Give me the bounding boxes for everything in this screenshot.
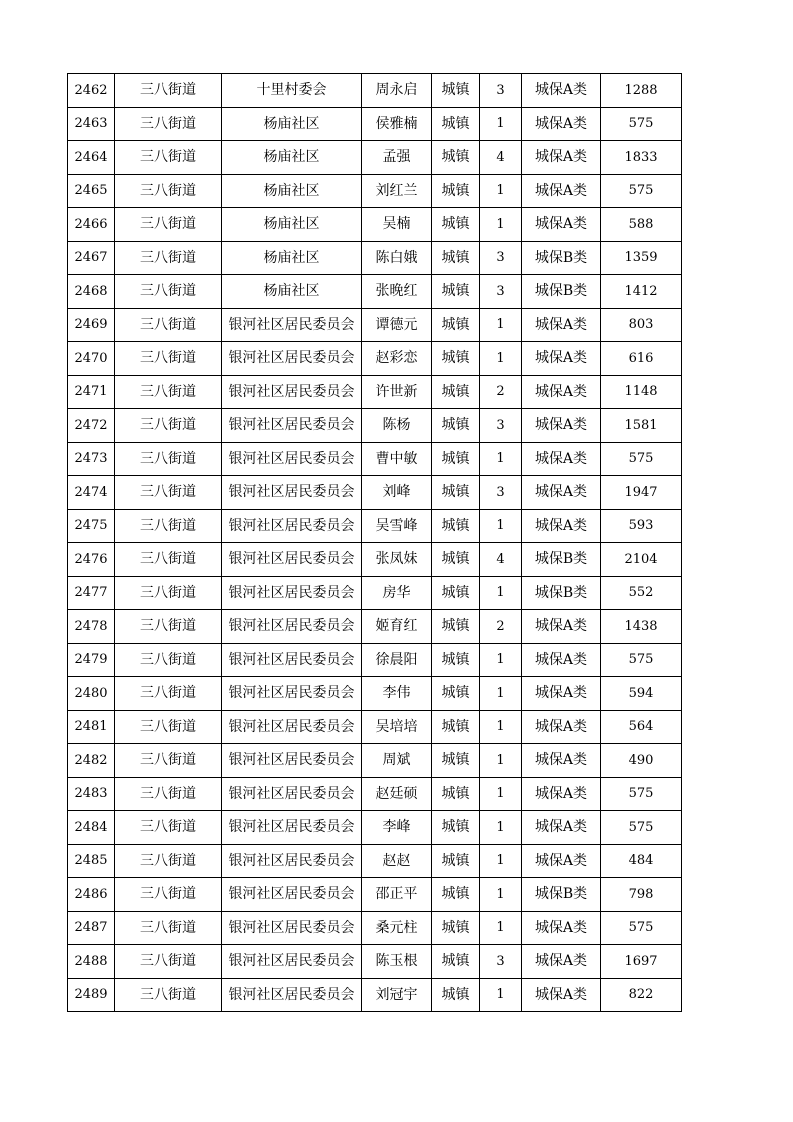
- amount-cell: 1581: [601, 409, 682, 443]
- row-number-cell: 2467: [68, 241, 115, 275]
- row-number-cell: 2484: [68, 811, 115, 845]
- category-cell: 城保A类: [522, 710, 601, 744]
- name-cell: 陈玉根: [362, 945, 432, 979]
- household-size-cell: 1: [480, 342, 522, 376]
- row-number-cell: 2482: [68, 744, 115, 778]
- name-cell: 吴培培: [362, 710, 432, 744]
- table-row: [68, 844, 682, 878]
- category-cell: 城保A类: [522, 208, 601, 242]
- household-size-cell: 1: [480, 844, 522, 878]
- street-cell: 三八街道: [115, 610, 222, 644]
- amount-cell: 575: [601, 777, 682, 811]
- household-size-cell: 1: [480, 811, 522, 845]
- row-number-cell: 2464: [68, 141, 115, 175]
- street-cell: 三八街道: [115, 409, 222, 443]
- street-cell: 三八街道: [115, 442, 222, 476]
- name-cell: 赵彩恋: [362, 342, 432, 376]
- table-row: [68, 911, 682, 945]
- street-cell: 三八街道: [115, 878, 222, 912]
- row-number-cell: 2478: [68, 610, 115, 644]
- amount-cell: 588: [601, 208, 682, 242]
- street-cell: 三八街道: [115, 308, 222, 342]
- street-cell: 三八街道: [115, 945, 222, 979]
- household-size-cell: 1: [480, 509, 522, 543]
- name-cell: 孟强: [362, 141, 432, 175]
- street-cell: 三八街道: [115, 543, 222, 577]
- area-type-cell: 城镇: [432, 208, 480, 242]
- area-type-cell: 城镇: [432, 375, 480, 409]
- amount-cell: 575: [601, 174, 682, 208]
- area-type-cell: 城镇: [432, 543, 480, 577]
- amount-cell: 1438: [601, 610, 682, 644]
- area-type-cell: 城镇: [432, 107, 480, 141]
- area-type-cell: 城镇: [432, 710, 480, 744]
- name-cell: 曹中敏: [362, 442, 432, 476]
- data-table: [67, 73, 682, 1012]
- row-number-cell: 2471: [68, 375, 115, 409]
- row-number-cell: 2470: [68, 342, 115, 376]
- amount-cell: 490: [601, 744, 682, 778]
- street-cell: 三八街道: [115, 844, 222, 878]
- category-cell: 城保A类: [522, 74, 601, 108]
- name-cell: 赵廷硕: [362, 777, 432, 811]
- table-row: [68, 543, 682, 577]
- street-cell: 三八街道: [115, 476, 222, 510]
- amount-cell: 1288: [601, 74, 682, 108]
- category-cell: 城保A类: [522, 342, 601, 376]
- community-cell: 杨庙社区: [222, 241, 362, 275]
- row-number-cell: 2474: [68, 476, 115, 510]
- area-type-cell: 城镇: [432, 275, 480, 309]
- community-cell: 银河社区居民委员会: [222, 677, 362, 711]
- name-cell: 刘峰: [362, 476, 432, 510]
- amount-cell: 575: [601, 442, 682, 476]
- household-size-cell: 1: [480, 978, 522, 1012]
- name-cell: 徐晨阳: [362, 643, 432, 677]
- community-cell: 杨庙社区: [222, 174, 362, 208]
- street-cell: 三八街道: [115, 342, 222, 376]
- community-cell: 杨庙社区: [222, 275, 362, 309]
- household-size-cell: 1: [480, 174, 522, 208]
- table-row: [68, 945, 682, 979]
- row-number-cell: 2477: [68, 576, 115, 610]
- area-type-cell: 城镇: [432, 945, 480, 979]
- row-number-cell: 2480: [68, 677, 115, 711]
- community-cell: 银河社区居民委员会: [222, 945, 362, 979]
- table-row: [68, 643, 682, 677]
- community-cell: 银河社区居民委员会: [222, 576, 362, 610]
- name-cell: 许世新: [362, 375, 432, 409]
- community-cell: 银河社区居民委员会: [222, 878, 362, 912]
- street-cell: 三八街道: [115, 174, 222, 208]
- community-cell: 银河社区居民委员会: [222, 409, 362, 443]
- household-size-cell: 1: [480, 744, 522, 778]
- street-cell: 三八街道: [115, 576, 222, 610]
- category-cell: 城保A类: [522, 744, 601, 778]
- category-cell: 城保A类: [522, 509, 601, 543]
- category-cell: 城保A类: [522, 978, 601, 1012]
- household-size-cell: 1: [480, 777, 522, 811]
- area-type-cell: 城镇: [432, 811, 480, 845]
- area-type-cell: 城镇: [432, 509, 480, 543]
- row-number-cell: 2473: [68, 442, 115, 476]
- household-size-cell: 4: [480, 543, 522, 577]
- name-cell: 张晚红: [362, 275, 432, 309]
- row-number-cell: 2486: [68, 878, 115, 912]
- category-cell: 城保A类: [522, 174, 601, 208]
- table-row: [68, 342, 682, 376]
- table-row: [68, 74, 682, 108]
- row-number-cell: 2463: [68, 107, 115, 141]
- community-cell: 银河社区居民委员会: [222, 777, 362, 811]
- category-cell: 城保B类: [522, 878, 601, 912]
- area-type-cell: 城镇: [432, 677, 480, 711]
- amount-cell: 594: [601, 677, 682, 711]
- street-cell: 三八街道: [115, 275, 222, 309]
- area-type-cell: 城镇: [432, 777, 480, 811]
- category-cell: 城保A类: [522, 677, 601, 711]
- row-number-cell: 2481: [68, 710, 115, 744]
- area-type-cell: 城镇: [432, 610, 480, 644]
- name-cell: 赵赵: [362, 844, 432, 878]
- street-cell: 三八街道: [115, 777, 222, 811]
- row-number-cell: 2462: [68, 74, 115, 108]
- area-type-cell: 城镇: [432, 141, 480, 175]
- community-cell: 十里村委会: [222, 74, 362, 108]
- amount-cell: 484: [601, 844, 682, 878]
- household-size-cell: 4: [480, 141, 522, 175]
- table-row: [68, 744, 682, 778]
- amount-cell: 798: [601, 878, 682, 912]
- household-size-cell: 1: [480, 208, 522, 242]
- table-row: [68, 409, 682, 443]
- area-type-cell: 城镇: [432, 576, 480, 610]
- category-cell: 城保A类: [522, 811, 601, 845]
- community-cell: 银河社区居民委员会: [222, 308, 362, 342]
- community-cell: 银河社区居民委员会: [222, 710, 362, 744]
- street-cell: 三八街道: [115, 978, 222, 1012]
- area-type-cell: 城镇: [432, 744, 480, 778]
- table-row: [68, 141, 682, 175]
- amount-cell: 1412: [601, 275, 682, 309]
- category-cell: 城保B类: [522, 576, 601, 610]
- community-cell: 银河社区居民委员会: [222, 442, 362, 476]
- category-cell: 城保A类: [522, 911, 601, 945]
- area-type-cell: 城镇: [432, 643, 480, 677]
- household-size-cell: 1: [480, 911, 522, 945]
- row-number-cell: 2485: [68, 844, 115, 878]
- street-cell: 三八街道: [115, 241, 222, 275]
- household-size-cell: 3: [480, 275, 522, 309]
- area-type-cell: 城镇: [432, 308, 480, 342]
- street-cell: 三八街道: [115, 911, 222, 945]
- street-cell: 三八街道: [115, 107, 222, 141]
- name-cell: 房华: [362, 576, 432, 610]
- name-cell: 邵正平: [362, 878, 432, 912]
- community-cell: 银河社区居民委员会: [222, 844, 362, 878]
- community-cell: 杨庙社区: [222, 107, 362, 141]
- street-cell: 三八街道: [115, 811, 222, 845]
- name-cell: 侯雅楠: [362, 107, 432, 141]
- table-row: [68, 174, 682, 208]
- community-cell: 银河社区居民委员会: [222, 744, 362, 778]
- table-row: [68, 710, 682, 744]
- household-size-cell: 3: [480, 945, 522, 979]
- household-size-cell: 1: [480, 710, 522, 744]
- table-row: [68, 878, 682, 912]
- community-cell: 银河社区居民委员会: [222, 375, 362, 409]
- table-row: [68, 509, 682, 543]
- street-cell: 三八街道: [115, 677, 222, 711]
- amount-cell: 593: [601, 509, 682, 543]
- table-body: [68, 74, 682, 1012]
- category-cell: 城保A类: [522, 777, 601, 811]
- row-number-cell: 2465: [68, 174, 115, 208]
- area-type-cell: 城镇: [432, 476, 480, 510]
- table-row: [68, 978, 682, 1012]
- table-row: [68, 610, 682, 644]
- household-size-cell: 3: [480, 476, 522, 510]
- category-cell: 城保A类: [522, 643, 601, 677]
- name-cell: 谭德元: [362, 308, 432, 342]
- name-cell: 桑元柱: [362, 911, 432, 945]
- street-cell: 三八街道: [115, 643, 222, 677]
- row-number-cell: 2476: [68, 543, 115, 577]
- street-cell: 三八街道: [115, 710, 222, 744]
- table-row: [68, 375, 682, 409]
- community-cell: 银河社区居民委员会: [222, 610, 362, 644]
- area-type-cell: 城镇: [432, 878, 480, 912]
- community-cell: 银河社区居民委员会: [222, 811, 362, 845]
- category-cell: 城保B类: [522, 241, 601, 275]
- name-cell: 李伟: [362, 677, 432, 711]
- category-cell: 城保B类: [522, 543, 601, 577]
- community-cell: 银河社区居民委员会: [222, 643, 362, 677]
- area-type-cell: 城镇: [432, 844, 480, 878]
- household-size-cell: 1: [480, 442, 522, 476]
- table-row: [68, 308, 682, 342]
- community-cell: 银河社区居民委员会: [222, 476, 362, 510]
- category-cell: 城保A类: [522, 610, 601, 644]
- household-size-cell: 1: [480, 643, 522, 677]
- category-cell: 城保A类: [522, 308, 601, 342]
- household-size-cell: 1: [480, 308, 522, 342]
- household-size-cell: 1: [480, 576, 522, 610]
- name-cell: 李峰: [362, 811, 432, 845]
- community-cell: 杨庙社区: [222, 141, 362, 175]
- street-cell: 三八街道: [115, 744, 222, 778]
- name-cell: 周斌: [362, 744, 432, 778]
- street-cell: 三八街道: [115, 509, 222, 543]
- category-cell: 城保A类: [522, 375, 601, 409]
- amount-cell: 803: [601, 308, 682, 342]
- amount-cell: 2104: [601, 543, 682, 577]
- name-cell: 吴雪峰: [362, 509, 432, 543]
- table-row: [68, 208, 682, 242]
- name-cell: 张凤妹: [362, 543, 432, 577]
- row-number-cell: 2472: [68, 409, 115, 443]
- row-number-cell: 2479: [68, 643, 115, 677]
- name-cell: 陈杨: [362, 409, 432, 443]
- amount-cell: 564: [601, 710, 682, 744]
- table-row: [68, 811, 682, 845]
- category-cell: 城保A类: [522, 409, 601, 443]
- table-row: [68, 107, 682, 141]
- street-cell: 三八街道: [115, 141, 222, 175]
- household-size-cell: 2: [480, 375, 522, 409]
- amount-cell: 575: [601, 643, 682, 677]
- name-cell: 陈白娥: [362, 241, 432, 275]
- household-size-cell: 1: [480, 677, 522, 711]
- name-cell: 姬育红: [362, 610, 432, 644]
- amount-cell: 575: [601, 911, 682, 945]
- amount-cell: 1947: [601, 476, 682, 510]
- amount-cell: 1359: [601, 241, 682, 275]
- amount-cell: 1833: [601, 141, 682, 175]
- row-number-cell: 2468: [68, 275, 115, 309]
- household-size-cell: 3: [480, 74, 522, 108]
- amount-cell: 822: [601, 978, 682, 1012]
- category-cell: 城保A类: [522, 107, 601, 141]
- community-cell: 银河社区居民委员会: [222, 978, 362, 1012]
- table-row: [68, 677, 682, 711]
- category-cell: 城保A类: [522, 844, 601, 878]
- amount-cell: 575: [601, 107, 682, 141]
- area-type-cell: 城镇: [432, 978, 480, 1012]
- table-row: [68, 777, 682, 811]
- row-number-cell: 2487: [68, 911, 115, 945]
- amount-cell: 1148: [601, 375, 682, 409]
- household-size-cell: 1: [480, 107, 522, 141]
- amount-cell: 575: [601, 811, 682, 845]
- community-cell: 杨庙社区: [222, 208, 362, 242]
- household-size-cell: 3: [480, 409, 522, 443]
- name-cell: 刘红兰: [362, 174, 432, 208]
- table-row: [68, 576, 682, 610]
- category-cell: 城保A类: [522, 141, 601, 175]
- street-cell: 三八街道: [115, 375, 222, 409]
- category-cell: 城保A类: [522, 442, 601, 476]
- street-cell: 三八街道: [115, 208, 222, 242]
- name-cell: 刘冠宇: [362, 978, 432, 1012]
- category-cell: 城保B类: [522, 275, 601, 309]
- row-number-cell: 2483: [68, 777, 115, 811]
- household-size-cell: 3: [480, 241, 522, 275]
- area-type-cell: 城镇: [432, 174, 480, 208]
- community-cell: 银河社区居民委员会: [222, 543, 362, 577]
- category-cell: 城保A类: [522, 945, 601, 979]
- community-cell: 银河社区居民委员会: [222, 911, 362, 945]
- community-cell: 银河社区居民委员会: [222, 342, 362, 376]
- amount-cell: 616: [601, 342, 682, 376]
- area-type-cell: 城镇: [432, 409, 480, 443]
- area-type-cell: 城镇: [432, 74, 480, 108]
- name-cell: 周永启: [362, 74, 432, 108]
- area-type-cell: 城镇: [432, 342, 480, 376]
- amount-cell: 1697: [601, 945, 682, 979]
- row-number-cell: 2466: [68, 208, 115, 242]
- community-cell: 银河社区居民委员会: [222, 509, 362, 543]
- table-row: [68, 476, 682, 510]
- category-cell: 城保A类: [522, 476, 601, 510]
- name-cell: 吴楠: [362, 208, 432, 242]
- table-row: [68, 241, 682, 275]
- area-type-cell: 城镇: [432, 911, 480, 945]
- table-row: [68, 275, 682, 309]
- row-number-cell: 2488: [68, 945, 115, 979]
- row-number-cell: 2489: [68, 978, 115, 1012]
- area-type-cell: 城镇: [432, 442, 480, 476]
- row-number-cell: 2475: [68, 509, 115, 543]
- row-number-cell: 2469: [68, 308, 115, 342]
- amount-cell: 552: [601, 576, 682, 610]
- street-cell: 三八街道: [115, 74, 222, 108]
- household-size-cell: 1: [480, 878, 522, 912]
- household-size-cell: 2: [480, 610, 522, 644]
- table-row: [68, 442, 682, 476]
- area-type-cell: 城镇: [432, 241, 480, 275]
